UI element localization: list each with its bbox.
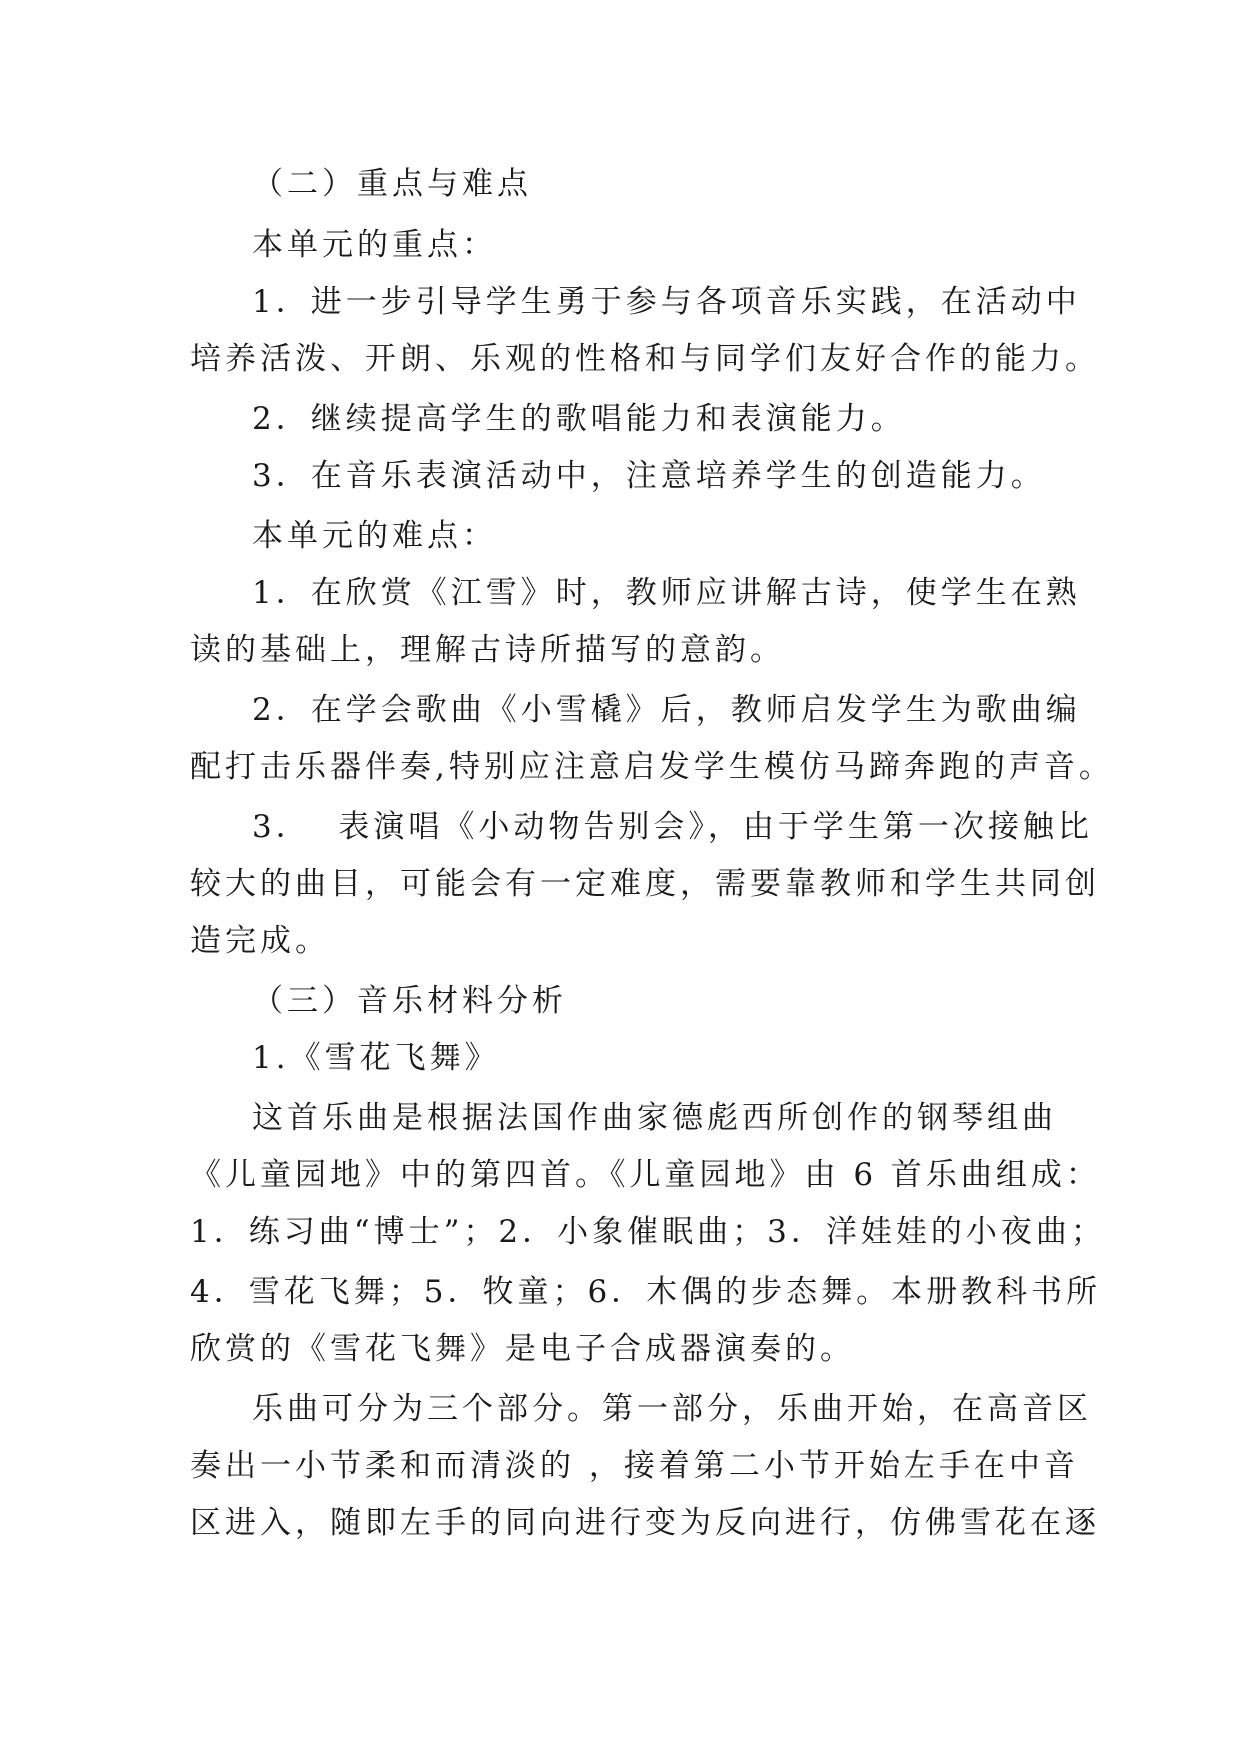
text-line: 乐曲可分为三个部分。第一部分，乐曲开始，在高音区 [252, 1391, 1092, 1427]
section-heading-key-points: （二）重点与难点 [252, 166, 532, 202]
text-line: 读的基础上，理解古诗所描写的意韵。 [190, 632, 785, 668]
text-line: 本单元的难点： [252, 518, 497, 554]
text-line: 这首乐曲是根据法国作曲家德彪西所创作的钢琴组曲 [252, 1100, 1057, 1136]
text-line: 《儿童园地》中的第四首。《儿童园地》由 6 首乐曲组成： [190, 1157, 1101, 1193]
text-line: 2．在学会歌曲《小雪橇》后，教师启发学生为歌曲编 [252, 692, 1081, 728]
text-line: 4．雪花飞舞；5．牧童；6．木偶的步态舞。本册教科书所 [190, 1274, 1102, 1310]
text-line: 3．在音乐表演活动中，注意培养学生的创造能力。 [252, 458, 1046, 494]
text-line: 本单元的重点： [252, 227, 497, 263]
text-line: 培养活泼、开朗、乐观的性格和与同学们友好合作的能力。 [190, 341, 1100, 377]
text-line: 1．在欣赏《江雪》时，教师应讲解古诗，使学生在熟 [252, 575, 1081, 611]
text-line: 2．继续提高学生的歌唱能力和表演能力。 [252, 401, 906, 437]
text-line: 1．练习曲“博士”；2．小象催眠曲；3．洋娃娃的小夜曲； [190, 1214, 1106, 1250]
text-line: 欣赏的《雪花飞舞》是电子合成器演奏的。 [190, 1331, 855, 1367]
section-heading-music-analysis: （三）音乐材料分析 [252, 983, 567, 1019]
text-line: 3． 表演唱《小动物告别会》，由于学生第一次接触比 [252, 809, 1093, 845]
subheading-snowflakes-dance: 1.《雪花飞舞》 [252, 1040, 500, 1076]
text-line: 1．进一步引导学生勇于参与各项音乐实践，在活动中 [252, 284, 1081, 320]
text-line: 奏出一小节柔和而清淡的 ，接着第二小节开始左手在中音 [190, 1448, 1079, 1484]
text-line: 较大的曲目，可能会有一定难度，需要靠教师和学生共同创 [190, 866, 1100, 902]
text-line: 配打击乐器伴奏,特别应注意启发学生模仿马蹄奔跑的声音。 [190, 749, 1114, 785]
text-line: 造完成。 [190, 923, 330, 959]
text-line: 区进入，随即左手的同向进行变为反向进行，仿佛雪花在逐 [190, 1505, 1100, 1541]
